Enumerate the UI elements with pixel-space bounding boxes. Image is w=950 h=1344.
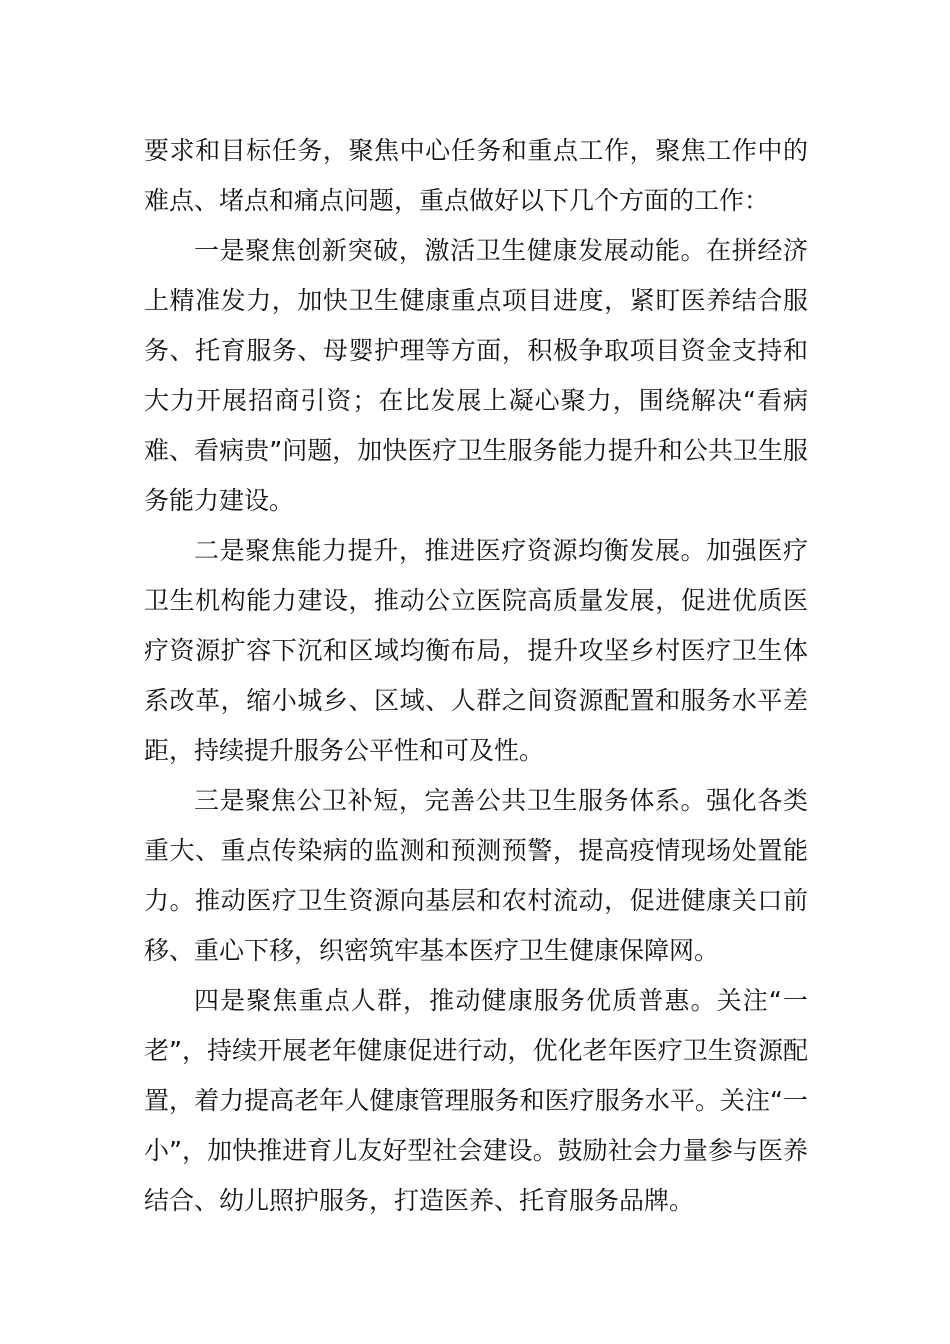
document-body — [144, 126, 808, 1226]
paragraph-public-health: 三是聚焦公卫补短，完善公共卫生服务体系。强化各类重大、重点传染病的监测和预测预警，提高疫情现场处置能力。推动医疗卫生资源向基层和农村流动，促进健康关口前移、重心下移，织密筑牢基本医疗卫生健康保障网。 — [144, 786, 808, 965]
paragraph-capacity: 二是聚焦能力提升，推进医疗资源均衡发展。加强医疗卫生机构能力建设，推动公立医院高质量发展，促进优质医疗资源扩容下沉和区域均衡布局，提升攻坚乡村医疗卫生体系改革，缩小城乡、区域、人群之间资源配置和服务水平差距，持续提升服务公平性和可及性。 — [144, 536, 808, 765]
paragraph-innovation: 一是聚焦创新突破，激活卫生健康发展动能。在拼经济上精准发力，加快卫生健康重点项目进度，紧盯医养结合服务、托育服务、母婴护理等方面，积极争取项目资金支持和大力开展招商引资；在比发展上凝心聚力，围绕解决“看病难、看病贵”问题，加快医疗卫生服务能力提升和公共卫生服务能力建设。 — [144, 236, 808, 515]
paragraph-continuation: 要求和目标任务，聚焦中心任务和重点工作，聚焦工作中的难点、堵点和痛点问题，重点做好以下几个方面的工作： — [144, 136, 808, 215]
paragraph-key-groups: 四是聚焦重点人群，推动健康服务优质普惠。关注“一老”，持续开展老年健康促进行动，优化老年医疗卫生资源配置，着力提高老年人健康管理服务和医疗服务水平。关注“一小”，加快推进育儿友好型社会建设。鼓励社会力量参与医养结合、幼儿照护服务，打造医养、托育服务品牌。 — [144, 986, 808, 1215]
